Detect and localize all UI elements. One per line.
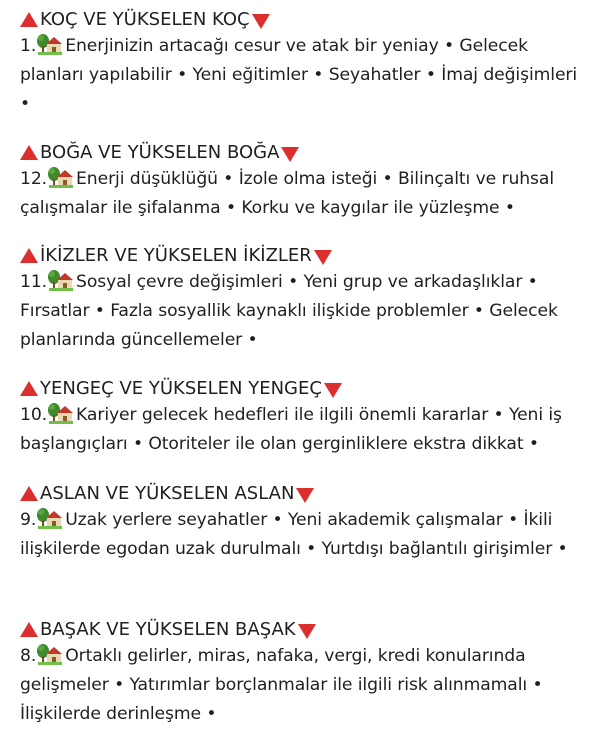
heading-text: ASLAN VE YÜKSELEN ASLAN (40, 483, 295, 504)
heading-text: BOĞA VE YÜKSELEN BOĞA (40, 142, 280, 163)
heading-text: İKİZLER VE YÜKSELEN İKİZLER (40, 245, 312, 266)
heading-text: YENGEÇ VE YÜKSELEN YENGEÇ (40, 378, 322, 399)
section-koc (20, 8, 588, 119)
red-triangle-up-icon (20, 622, 38, 637)
section-text: Enerjinizin artacağı cesur ve atak bir yeniay • Gelecek planları yapılabilir • Yeni eğitimler • Seyahatler • İmaj değişimleri • (20, 36, 578, 114)
red-triangle-down-icon (281, 147, 299, 162)
section-body (20, 506, 588, 564)
section-text: Enerji düşüklüğü • İzole olma isteği • Bilinçaltı ve ruhsal çalışmalar ile şifalanma • Korku ve kaygılar ile yüzleşme • (20, 169, 555, 218)
section-heading (20, 244, 588, 268)
section-body (20, 401, 588, 459)
section-aslan (20, 482, 588, 564)
heading-text: KOÇ VE YÜKSELEN KOÇ (40, 9, 250, 30)
house-with-garden-icon (36, 33, 62, 55)
house-number: 9. (20, 510, 37, 530)
house-number: 1. (20, 36, 37, 56)
section-heading (20, 482, 588, 506)
red-triangle-up-icon (20, 145, 38, 160)
house-number: 12. (20, 169, 48, 189)
section-yengec (20, 377, 588, 459)
red-triangle-up-icon (20, 486, 38, 501)
red-triangle-down-icon (298, 624, 316, 639)
red-triangle-down-icon (296, 488, 314, 503)
section-heading (20, 141, 588, 165)
house-with-garden-icon (47, 166, 73, 188)
section-text: Ortaklı gelirler, miras, nafaka, vergi, kredi konularında gelişmeler • Yatırımlar borçlanmalar ile ilgili risk alınmamalı • İlişkilerde derinleşme • (20, 646, 543, 724)
section-body (20, 32, 588, 119)
house-with-garden-icon (36, 643, 62, 665)
red-triangle-up-icon (20, 12, 38, 27)
section-text: Kariyer gelecek hedefleri ile ilgili önemli kararlar • Yeni iş başlangıçları • Otoriteler ile olan gerginliklere ekstra dikkat • (20, 405, 562, 454)
heading-text: BAŞAK VE YÜKSELEN BAŞAK (40, 619, 296, 640)
section-heading (20, 377, 588, 401)
red-triangle-down-icon (252, 14, 270, 29)
house-number: 10. (20, 405, 48, 425)
section-body (20, 165, 588, 223)
section-ikizler (20, 244, 588, 355)
section-heading (20, 8, 588, 32)
red-triangle-up-icon (20, 381, 38, 396)
section-body (20, 268, 588, 355)
house-with-garden-icon (36, 507, 62, 529)
house-with-garden-icon (47, 269, 73, 291)
section-heading (20, 618, 588, 642)
house-number: 8. (20, 646, 37, 666)
red-triangle-up-icon (20, 248, 38, 263)
house-number: 11. (20, 272, 48, 292)
house-with-garden-icon (47, 402, 73, 424)
section-basak (20, 618, 588, 729)
section-body (20, 642, 588, 729)
section-text: Uzak yerlere seyahatler • Yeni akademik çalışmalar • İkili ilişkilerde egodan uzak durulmalı • Yurtdışı bağlantılı girişimler • (20, 510, 568, 559)
red-triangle-down-icon (314, 250, 332, 265)
section-text: Sosyal çevre değişimleri • Yeni grup ve arkadaşlıklar • Fırsatlar • Fazla sosyallik kaynaklı ilişkide problemler • Gelecek planlarında güncellemeler • (20, 272, 558, 350)
section-boga (20, 141, 588, 223)
red-triangle-down-icon (324, 383, 342, 398)
